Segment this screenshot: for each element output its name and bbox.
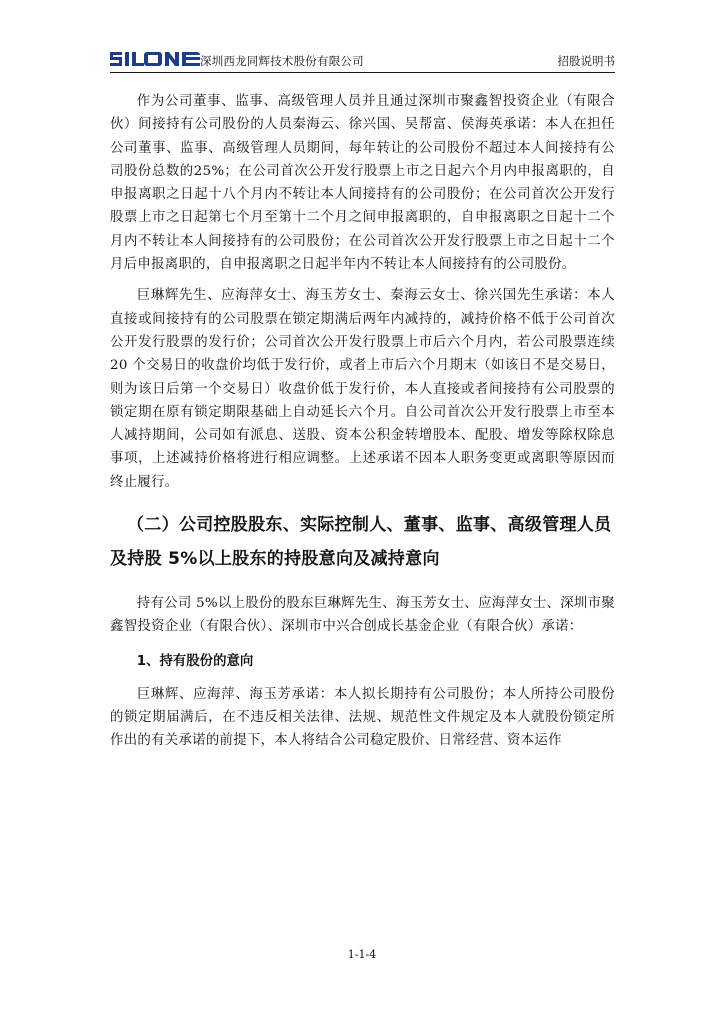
paragraph-lockup-commitment: 作为公司董事、监事、高级管理人员并且通过深圳市聚鑫智投资企业（有限合伙）间接持有公司股份的人员秦海云、徐兴国、吴帮富、侯海英承诺：本人在担任公司董事、监事、高级管理人员期间，每年转让的公司股份不超过本人间接持有公司股份总数的25%；在公司首次公开发行股票上市之日起六个月内申报离职的，自申报离职之日起十八个月内不转让本人间接持有的公司股份；在公司首次公开发行股票上市之日起第七个月至第十二个月之间申报离职的，自申报离职之日起十二个月内不转让本人间接持有的公司股份；在公司首次公开发行股票上市之日起十二个月后申报离职的，自申报离职之日起半年内不转让本人间接持有的公司股份。 (110, 94, 615, 273)
paragraph-long-term-holding: 巨琳辉、应海萍、海玉芳承诺：本人拟长期持有公司股份；本人所持公司股份的锁定期届满后，在不违反相关法律、法规、规范性文件规定及本人就股份锁定所作出的有关承诺的前提下，本人将结合公司稳定股价、日常经营、资本运作 (110, 686, 615, 749)
silone-logo (110, 50, 200, 68)
section-heading: （二）公司控股股东、实际控制人、董事、监事、高级管理人员及持股 5%以上股东的持股意向及减持意向 (110, 515, 612, 570)
paragraph-reduction-price-commitment: 巨琳辉先生、应海萍女士、海玉芳女士、秦海云女士、徐兴国先生承诺：本人直接或间接持有的公司股票在锁定期满后两年内减持的，减持价格不低于公司首次公开发行股票的发行价；公司首次公开发行股票上市后六个月内，若公司股票连续 20 个交易日的收盘价均低于发行价，或者上市后六个月期末（如该日不是交易日，则为该日后第一个交易日）收盘价低于发行价，本人直接或者间接持有公司股票的锁定期在原有锁定期限基础上自动延长六个月。自公司首次公开发行股票上市至本人减持期间，公司如有派息、送股、资本公积金转增股本、配股、增发等除权除息事项，上述减持价格将进行相应调整。上述承诺不因本人职务变更或离职等原因而终止履行。 (110, 288, 615, 490)
document-title: 招股说明书 (557, 54, 615, 68)
sub-heading-holding-intent: 1、持有股份的意向 (136, 653, 254, 669)
paragraph-shareholder-commitment: 持有公司 5%以上股份的股东巨琳辉先生、海玉芳女士、应海萍女士、深圳市聚鑫智投资企业（有限合伙）、深圳市中兴合创成长基金企业（有限合伙）承诺： (110, 596, 615, 635)
page-header (110, 48, 615, 73)
page-number: 1-1-4 (347, 948, 377, 961)
page-body (110, 90, 615, 753)
company-name: 深圳西龙同辉技术股份有限公司 (200, 54, 364, 68)
